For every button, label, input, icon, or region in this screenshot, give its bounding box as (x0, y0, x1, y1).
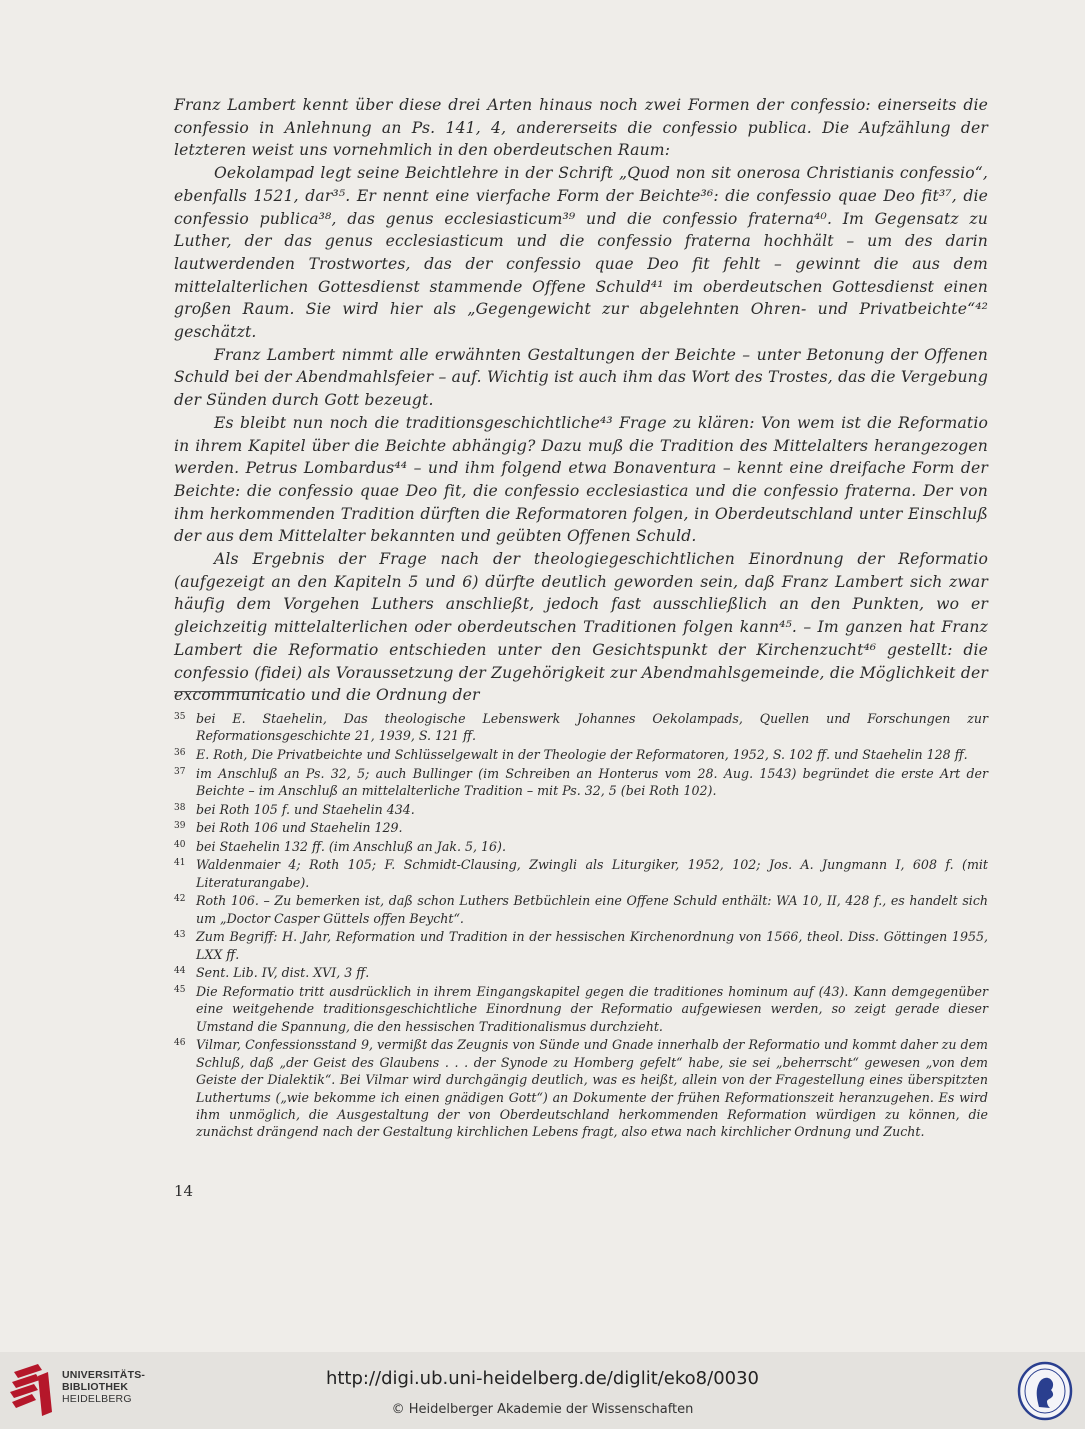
paragraph-4: Es bleibt nun noch die traditionsgeschichtliche⁴³ Frage zu klären: Von wem ist die Reformatio in ihrem Kapitel über die Beichte abhängig? Dazu muß die Tradition des Mittelalters herangezogen werden. Petrus Lombardus⁴⁴ – und ihm folgend etwa Bonaventura – kennt eine dreifache Form der Beichte: die confessio quae Deo fit, die confessio ecclesiastica und die confessio fraterna. Der von ihm herkommenden Tradition dürften die Reformatoren folgen, in Oberdeutschland unter Einschluß der aus dem Mittelalter bekannten und geübten Offenen Schuld. (174, 413, 988, 546)
footnote-text: Roth 106. – Zu bemerken ist, daß schon Luthers Betbüchlein eine Offene Schuld enthält: WA 10, II, 428 f., es handelt sich um „Doctor Casper Güttels offen Beycht“. (196, 893, 988, 926)
viewer-footer (0, 1352, 1085, 1429)
footnote-number: 45 (174, 984, 186, 995)
footnote (174, 746, 988, 763)
footnote-text: Sent. Lib. IV, dist. XVI, 3 ff. (196, 965, 370, 981)
footnote-number: 43 (174, 930, 186, 941)
footnote-text: bei Roth 105 f. und Staehelin 434. (196, 801, 415, 817)
footnote (174, 856, 988, 891)
footnote-number: 42 (174, 894, 186, 905)
footnotes (174, 710, 988, 1142)
paragraph-3: Franz Lambert nimmt alle erwähnten Gestaltungen der Beichte – unter Betonung der Offenen Schuld bei der Abendmahlsfeier – auf. Wichtig ist auch ihm das Wort des Trostes, das die Vergebung der Sünden durch Gott bezeugt. (174, 345, 988, 410)
footnote-number: 41 (174, 858, 186, 869)
footnote-text: bei Staehelin 132 ff. (im Anschluß an Jak. 5, 16). (196, 838, 506, 854)
footnote-text: im Anschluß an Ps. 32, 5; auch Bullinger (im Schreiben an Honterus vom 28. Aug. 1543) begründet die erste Art der Beichte – im Anschluß an mittelalterliche Tradition – mit Ps. 32, 5 (bei Roth 102). (196, 765, 988, 798)
paragraph-2: Oekolampad legt seine Beichtlehre in der Schrift „Quod non sit onerosa Christianis confessio“, ebenfalls 1521, dar³⁵. Er nennt eine vierfache Form der Beichte³⁶: die confessio quae Deo fit³⁷, die confessio publica³⁸, das genus ecclesiasticum³⁹ und die confessio fraterna⁴⁰. Im Gegensatz zu Luther, der das genus ecclesiasticum und die confessio fraterna hochhält – um des darin lautwerdenden Trostwortes, das der confessio quae Deo fit fehlt – gewinnt die aus dem mittelalterlichen Gottesdienst stammende Offene Schuld⁴¹ im oberdeutschen Gottesdienst einen großen Raum. Sie wird hier als „Gegengewicht zur abgelehnten Ohren- und Privatbeichte“⁴² geschätzt. (174, 164, 988, 342)
footnote (174, 819, 988, 836)
footnote (174, 892, 988, 927)
footnote-text: E. Roth, Die Privatbeichte und Schlüsselgewalt in der Theologie der Reformatoren, 1952, S. 102 ff. und Staehelin 128 ff. (196, 747, 968, 762)
footnote (174, 964, 988, 981)
library-name-line: BIBLIOTHEK (62, 1381, 129, 1393)
footnote (174, 1036, 988, 1140)
academy-seal-icon (1017, 1361, 1073, 1421)
footnote-number: 39 (174, 821, 186, 832)
footnote (174, 983, 988, 1035)
footnote-number: 40 (174, 839, 186, 850)
footnote-number: 36 (174, 748, 186, 758)
footnote-number: 46 (174, 1038, 186, 1049)
footnote-text: bei Roth 106 und Staehelin 129. (196, 820, 403, 836)
paragraph-5: Als Ergebnis der Frage nach der theologiegeschichtlichen Einordnung der Reformatio (aufgezeigt an den Kapiteln 5 und 6) dürfte deutlich geworden sein, daß Franz Lambert sich zwar häufig dem Vorgehen Luthers anschließt, jedoch fast ausschließlich an den Punkten, wo er gleichzeitig mittelalterlichen oder oberdeutschen Traditionen folgen kann⁴⁵. – Im ganzen hat Franz Lambert die Reformatio entschieden unter den Gesichtspunkt der Kirchenzucht⁴⁶ gestellt: die confessio (fidei) als Voraussetzung der Zugehörigkeit zur Abendmahlsgemeinde, die Möglichkeit der excommunicatio und die Ordnung der (174, 550, 988, 705)
footnote-text: Waldenmaier 4; Roth 105; F. Schmidt-Clausing, Zwingli als Liturgiker, 1952, 102; Jos. A. Jungmann I, 608 f. (mit Literaturangabe). (196, 857, 988, 890)
footnote (174, 838, 988, 855)
footnote (174, 710, 988, 745)
library-name-line: UNIVERSITÄTS- (62, 1369, 146, 1381)
footnote-number: 44 (174, 966, 186, 977)
paragraph-1: Franz Lambert kennt über diese drei Arten hinaus noch zwei Formen der confessio: einerseits die confessio in Anlehnung an Ps. 141, 4, andererseits die confessio publica. Die Aufzählung der letzteren weist uns vornehmlich in den oberdeutschen Raum: (174, 96, 988, 160)
footnote-text: Die Reformatio tritt ausdrücklich in ihrem Eingangskapitel gegen die traditiones hominum auf (43). Kann demgegenüber eine weitgehende traditionsgeschichtliche Einordnung der Reformatio aufgewiesen werden, so zeigt gerade dieser Umstand die Spannung, die den hessischen Traditionalismus durchzieht. (196, 983, 988, 1034)
footnote (174, 801, 988, 818)
body-text (174, 94, 988, 707)
footnote-text: Vilmar, Confessionsstand 9, vermißt das Zeugnis von Sünde und Gnade innerhalb der Reformatio und kommt daher zu dem Schluß, daß „der Geist des Glaubens . . . der Synode zu Homberg gefelt“ habe, sie sei „beherrscht“ gewesen „von dem Geiste der Dialektik“. Bei Vilmar wird durchgängig deutlich, was es heißt, allein von der Fragestellung eines überspitzten Luthertums („wie bekomme ich einen gnädigen Gott“) an Dokumente der frühen Reformationszeit heranzugehen. Es wird ihm unmöglich, die Ausgestaltung der von Oberdeutschland herkommenden Reformation würdigen zu können, die zunächst drängend nach der Gestaltung kirchlichen Lebens fragt, also etwa nach kirchlicher Ordnung und Zucht. (196, 1037, 988, 1140)
footnote-number: 35 (174, 712, 186, 722)
footnote-text: Zum Begriff: H. Jahr, Reformation und Tradition in der hessischen Kirchenordnung von 1566, theol. Diss. Göttingen 1955, LXX ff. (196, 929, 988, 962)
footnote (174, 928, 988, 963)
footnote-number: 38 (174, 802, 186, 813)
footnote (174, 765, 988, 800)
footnote-divider (174, 691, 272, 692)
copyright-notice: © Heidelberger Akademie der Wissenschaften (391, 1402, 694, 1417)
permalink-url[interactable]: http://digi.ub.uni-heidelberg.de/diglit/eko8/0030 (325, 1368, 760, 1389)
footnote-text: bei E. Staehelin, Das theologische Lebenswerk Johannes Oekolampads, Quellen und Forschungen zur Reformationsgeschichte 21, 1939, S. 121 ff. (196, 711, 988, 744)
library-name-line: HEIDELBERG (62, 1393, 132, 1405)
footnote-number: 37 (174, 766, 186, 777)
page-number: 14 (174, 1182, 194, 1200)
